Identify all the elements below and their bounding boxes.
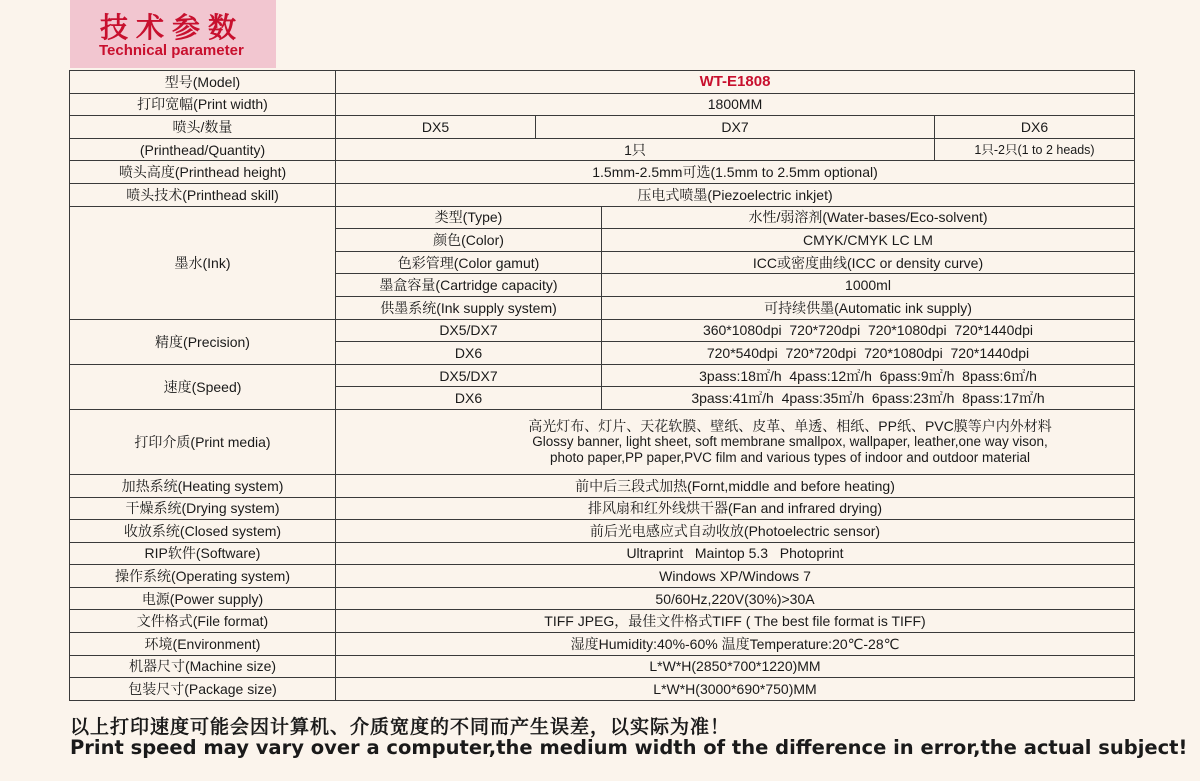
row-value: 湿度Humidity:40%-60% 温度Temperature:20℃-28℃ xyxy=(336,633,1135,656)
row-value: 压电式喷墨(Piezoelectric inkjet) xyxy=(336,183,1135,206)
row-label: 操作系统(Operating system) xyxy=(70,565,336,588)
sub-value: 720*540dpi 720*720dpi 720*1080dpi 720*1440dpi xyxy=(602,342,1135,365)
section-title-en: Technical parameter xyxy=(99,42,244,59)
section-header xyxy=(70,0,276,68)
sub-label: 供墨系统(Ink supply system) xyxy=(336,296,602,319)
table-row xyxy=(70,587,1135,610)
sub-label: DX5/DX7 xyxy=(336,319,602,342)
row-value: 1800MM xyxy=(336,93,1135,116)
table-row xyxy=(70,497,1135,520)
sub-label: DX6 xyxy=(336,387,602,410)
row-label: RIP软件(Software) xyxy=(70,542,336,565)
table-row xyxy=(70,610,1135,633)
printhead-quantity: 1只-2只(1 to 2 heads) xyxy=(935,138,1135,161)
table-row xyxy=(70,93,1135,116)
sub-label: 类型(Type) xyxy=(336,206,602,229)
section-title-cn: 技术参数 xyxy=(100,11,245,44)
row-value: 排风扇和红外线烘干器(Fan and infrared drying) xyxy=(336,497,1135,520)
table-row xyxy=(70,565,1135,588)
sub-value: 3pass:18㎡/h 4pass:12㎡/h 6pass:9㎡/h 8pass:6㎡/h xyxy=(602,364,1135,387)
row-value: 1.5mm-2.5mm可选(1.5mm to 2.5mm optional) xyxy=(336,161,1135,184)
table-row xyxy=(70,206,1135,229)
row-label: 加热系统(Heating system) xyxy=(70,474,336,497)
row-value: Ultraprint Maintop 5.3 Photoprint xyxy=(336,542,1135,565)
sub-value: CMYK/CMYK LC LM xyxy=(602,229,1135,252)
row-value: Windows XP/Windows 7 xyxy=(336,565,1135,588)
footer-note-cn: 以上打印速度可能会因计算机、介质宽度的不同而产生误差，以实际为准！ xyxy=(70,716,731,738)
row-value: 前中后三段式加热(Fornt,middle and before heating) xyxy=(336,474,1135,497)
table-row xyxy=(70,520,1135,543)
print-media-value xyxy=(336,409,1135,474)
row-label: 喷头高度(Printhead height) xyxy=(70,161,336,184)
table-row xyxy=(70,116,1135,139)
media-line-en: Glossy banner, light sheet, soft membrane smallpox, wallpaper, leather,one way vison, xyxy=(532,433,1048,449)
row-value: TIFF JPEG，最佳文件格式TIFF ( The best file format is TIFF) xyxy=(336,610,1135,633)
row-label: 干燥系统(Drying system) xyxy=(70,497,336,520)
row-label: 喷头/数量 xyxy=(70,116,336,139)
table-row xyxy=(70,319,1135,342)
sub-value: 1000ml xyxy=(602,274,1135,297)
sub-value: 水性/弱溶剂(Water-bases/Eco-solvent) xyxy=(602,206,1135,229)
table-row xyxy=(70,161,1135,184)
media-line-en: photo paper,PP paper,PVC film and various types of indoor and outdoor material xyxy=(549,449,1031,465)
row-value: 50/60Hz,220V(30%)>30A xyxy=(336,587,1135,610)
row-label: 型号(Model) xyxy=(70,71,336,94)
table-row xyxy=(70,655,1135,678)
table-row xyxy=(70,474,1135,497)
table-row xyxy=(70,678,1135,701)
row-label: 包装尺寸(Package size) xyxy=(70,678,336,701)
row-label: 喷头技术(Printhead skill) xyxy=(70,183,336,206)
row-label: 打印介质(Print media) xyxy=(70,409,336,474)
row-label: 精度(Precision) xyxy=(70,319,336,364)
row-label: 打印宽幅(Print width) xyxy=(70,93,336,116)
table-row xyxy=(70,71,1135,94)
sub-label: DX5/DX7 xyxy=(336,364,602,387)
sub-value: 360*1080dpi 720*720dpi 720*1080dpi 720*1440dpi xyxy=(602,319,1135,342)
row-label: 电源(Power supply) xyxy=(70,587,336,610)
sub-label: DX6 xyxy=(336,342,602,365)
printhead-quantity: 1只 xyxy=(336,138,935,161)
row-label: 收放系统(Closed system) xyxy=(70,520,336,543)
table-row xyxy=(70,364,1135,387)
row-label: 文件格式(File format) xyxy=(70,610,336,633)
sub-value: 可持续供墨(Automatic ink supply) xyxy=(602,296,1135,319)
table-row xyxy=(70,633,1135,656)
row-value: L*W*H(3000*690*750)MM xyxy=(336,678,1135,701)
sub-label: 色彩管理(Color gamut) xyxy=(336,251,602,274)
row-value: L*W*H(2850*700*1220)MM xyxy=(336,655,1135,678)
table-row xyxy=(70,409,1135,474)
row-label: (Printhead/Quantity) xyxy=(70,138,336,161)
printhead-type: DX6 xyxy=(935,116,1135,139)
model-value: WT-E1808 xyxy=(336,71,1135,94)
table-row xyxy=(70,138,1135,161)
spec-table xyxy=(69,70,1135,701)
sub-label: 颜色(Color) xyxy=(336,229,602,252)
footer-note-en: Print speed may vary over a computer,the medium width of the difference in error,the actual subject! xyxy=(70,736,1188,759)
row-label: 速度(Speed) xyxy=(70,364,336,409)
printhead-type: DX7 xyxy=(536,116,935,139)
table-row xyxy=(70,542,1135,565)
sub-label: 墨盒容量(Cartridge capacity) xyxy=(336,274,602,297)
row-label: 环境(Environment) xyxy=(70,633,336,656)
row-label: 机器尺寸(Machine size) xyxy=(70,655,336,678)
printhead-type: DX5 xyxy=(336,116,536,139)
sub-value: 3pass:41㎡/h 4pass:35㎡/h 6pass:23㎡/h 8pass:17㎡/h xyxy=(602,387,1135,410)
table-row xyxy=(70,183,1135,206)
row-label: 墨水(Ink) xyxy=(70,206,336,319)
row-value: 前后光电感应式自动收放(Photoelectric sensor) xyxy=(336,520,1135,543)
sub-value: ICC或密度曲线(ICC or density curve) xyxy=(602,251,1135,274)
media-line-cn: 高光灯布、灯片、天花软膜、壁纸、皮革、单透、相纸、PP纸、PVC膜等户内外材料 xyxy=(528,417,1052,434)
